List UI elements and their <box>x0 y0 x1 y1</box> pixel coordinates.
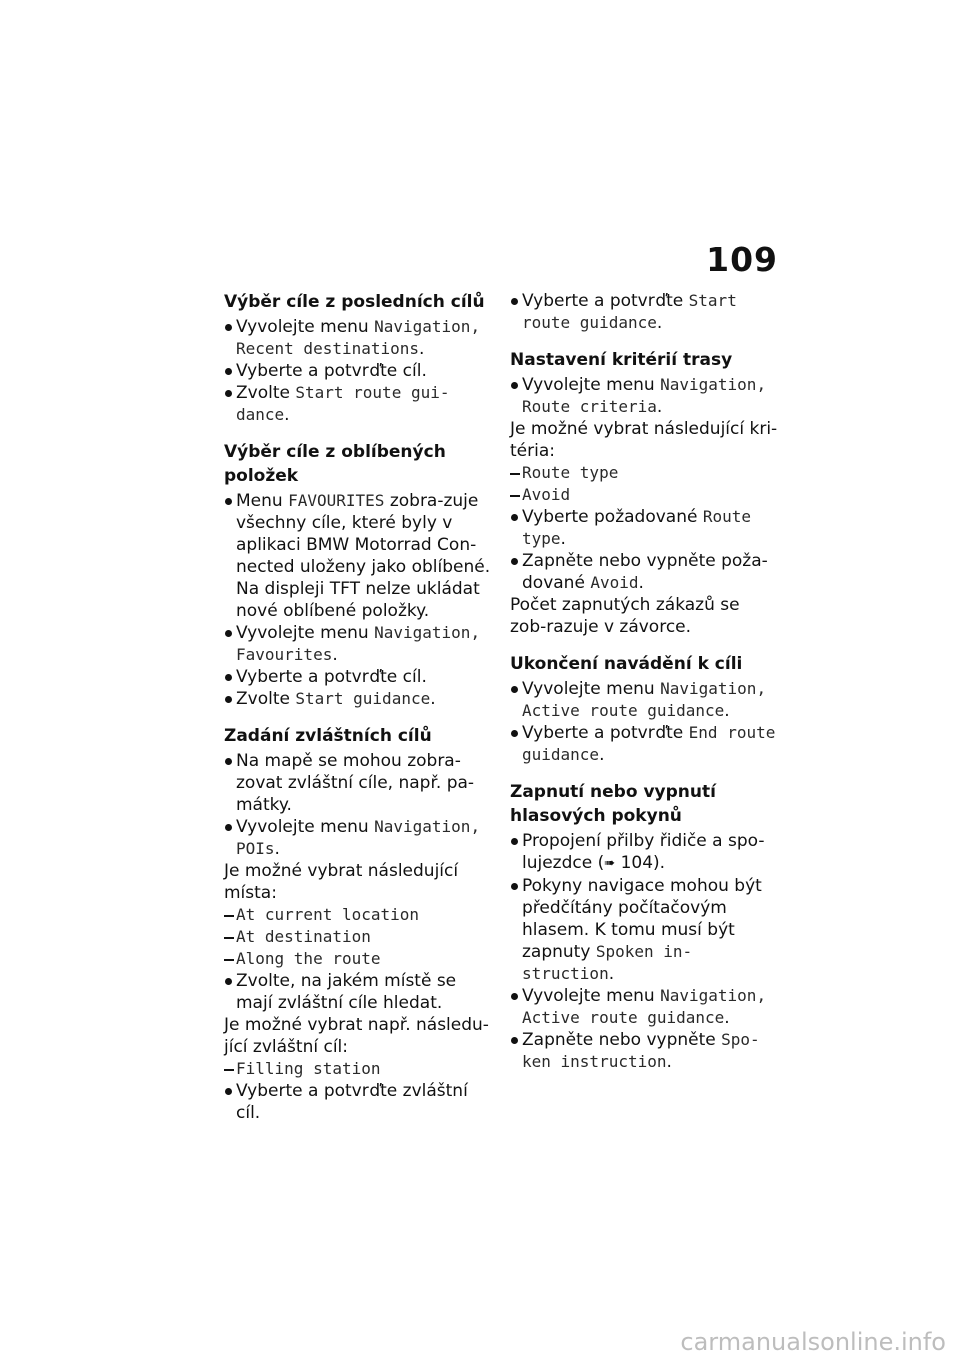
list-item: Vyvolejte menu Navigation, Active route guidance. <box>510 985 778 1029</box>
menu-path: Navigation, Favourites <box>236 623 481 664</box>
list-item: Vyvolejte menu Navigation, Active route guidance. <box>510 678 778 722</box>
watermark-text: carmanualsonline.info <box>680 1328 946 1356</box>
left-column <box>224 290 492 1124</box>
page-reference[interactable]: 104 <box>620 853 654 873</box>
menu-option: End route guidance <box>522 723 776 764</box>
list-item: Zapněte nebo vypněte Spo-ken instruction. <box>510 1029 778 1073</box>
list-item: Vyvolejte menu Navigation, Route criteria. <box>510 374 778 418</box>
menu-option: Route type <box>522 507 752 548</box>
paragraph: Je možné vybrat např. následu-jící zvláštní cíl: <box>224 1015 489 1057</box>
list-item: Menu FAVOURITES zobra-zuje všechny cíle, které byly v aplikaci BMW Motorrad Con-nected uloženy jako oblíbené. Na displeji TFT nelze ukládat nové oblíbené položky. <box>224 490 492 622</box>
dash-item: Along the route <box>224 948 492 970</box>
menu-option: Avoid <box>590 573 639 592</box>
list-item: Zvolte, na jakém místě se mají zvláštní cíle hledat. <box>224 970 492 1014</box>
paragraph: Je možné vybrat následující kri-téria: <box>510 419 778 461</box>
list-item: Vyvolejte menu Navigation, Favourites. <box>224 622 492 666</box>
menu-option: Spoken in-struction <box>522 942 693 983</box>
list-item: Na mapě se mohou zobra-zovat zvláštní cíle, např. pa-mátky. <box>224 750 492 816</box>
menu-path: Navigation, Active route guidance <box>522 679 767 720</box>
list-item: Vyberte a potvrďte zvláštní cíl. <box>224 1080 492 1124</box>
page-number: 109 <box>706 240 778 279</box>
dash-item: Avoid <box>510 484 778 506</box>
list-item: Zvolte Start route gui-dance. <box>224 382 492 426</box>
list-item: Zapněte nebo vypněte poža-dované Avoid. <box>510 550 778 594</box>
list-item: Vyvolejte menu Navigation, POIs. <box>224 816 492 860</box>
right-column <box>510 290 778 1073</box>
menu-option: Start guidance <box>295 689 431 708</box>
menu-option: FAVOURITES <box>288 491 385 510</box>
menu-path: Navigation, Recent destinations <box>236 317 481 358</box>
menu-path: Navigation, Route criteria <box>522 375 767 416</box>
list-item: Propojení přilby řidiče a spo-lujezdce (➠ 104). <box>510 830 778 875</box>
dash-item: Filling station <box>224 1058 492 1080</box>
section-heading-pois: Zadání zvláštních cílů <box>224 726 432 746</box>
menu-path: Navigation, POIs <box>236 817 481 858</box>
list-item: Pokyny navigace mohou být předčítány počítačovým hlasem. K tomu musí být zapnuty Spoken in-struction. <box>510 875 778 985</box>
paragraph: Počet zapnutých zákazů se zob-razuje v závorce. <box>510 595 740 637</box>
list-item: Vyvolejte menu Navigation, Recent destinations. <box>224 316 492 360</box>
dash-item: At current location <box>224 904 492 926</box>
menu-path: Navigation, Active route guidance <box>522 986 767 1027</box>
menu-option: Start route guidance <box>522 291 737 332</box>
section-heading-recent: Výběr cíle z posledních cílů <box>224 292 485 312</box>
section-heading-favourites: Výběr cíle z oblíbených položek <box>224 442 446 486</box>
list-item: Vyberte a potvrďte cíl. <box>224 360 492 382</box>
dash-item: Route type <box>510 462 778 484</box>
list-item: Vyberte a potvrďte Start route guidance. <box>510 290 778 334</box>
menu-option: Spo-ken instruction <box>522 1030 760 1071</box>
menu-option: Start route gui-dance <box>236 383 450 424</box>
list-item: Zvolte Start guidance. <box>224 688 492 710</box>
dash-item: At destination <box>224 926 492 948</box>
section-heading-route-criteria: Nastavení kritérií trasy <box>510 350 733 370</box>
page-reference-arrow-icon: ➠ <box>604 856 616 871</box>
list-item: Vyberte požadované Route type. <box>510 506 778 550</box>
paragraph: Je možné vybrat následující místa: <box>224 861 459 903</box>
list-item: Vyberte a potvrďte cíl. <box>224 666 492 688</box>
list-item: Vyberte a potvrďte End route guidance. <box>510 722 778 766</box>
section-heading-voice: Zapnutí nebo vypnutí hlasových pokynů <box>510 782 716 826</box>
section-heading-end-guidance: Ukončení navádění k cíli <box>510 654 743 674</box>
